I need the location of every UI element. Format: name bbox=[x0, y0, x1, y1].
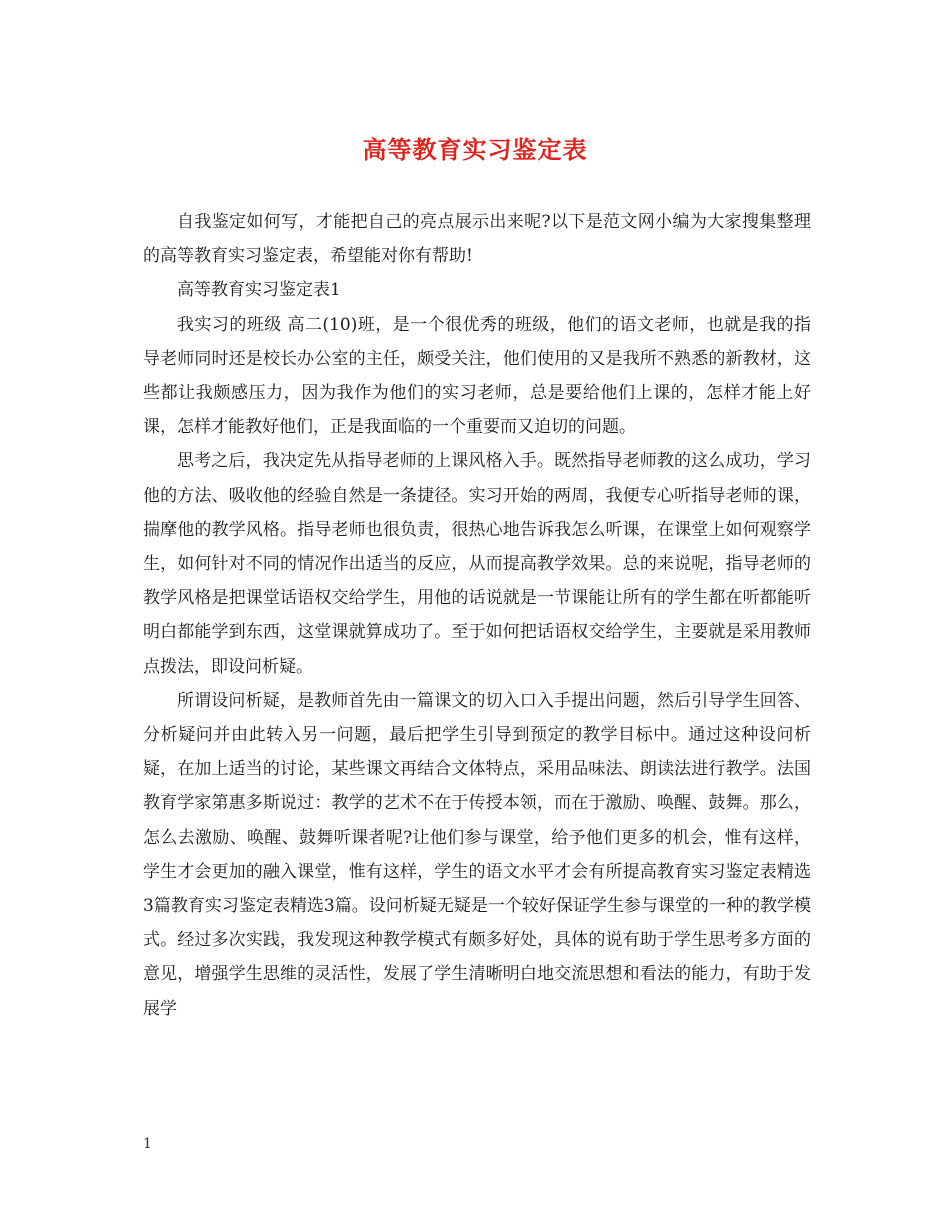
paragraph-section-heading: 高等教育实习鉴定表1 bbox=[177, 280, 341, 301]
document-title: 高等教育实习鉴定表 bbox=[362, 135, 588, 164]
paragraph-class-description: 我实习的班级 高二(10)班，是一个很优秀的班级，他们的语文老师，也就是我的指导老师同时还是校长办公室的主任，颇受关注，他们使用的又是我所不熟悉的新教材，这些都让我颇感压力，因为我作为他们的实习老师，总是要给他们上课的，怎样才能上好课，怎样才能教好他们，正是我面临的一个重要而又迫切的问题。 bbox=[143, 314, 811, 438]
page-number: 1 bbox=[143, 1136, 152, 1152]
paragraph-questioning-method: 所谓设问析疑，是教师首先由一篇课文的切入口入手提出问题，然后引导学生回答、分析疑问并由此转入另一问题，最后把学生引导到预定的教学目标中。通过这种设问析疑，在加上适当的讨论，某些课文再结合文体特点，采用品味法、朗读法进行教学。法国教育学家第惠多斯说过：教学的艺术不在于传授本领，而在于激励、唤醒、鼓舞。那么，怎么去激励、唤醒、鼓舞听课者呢?让他们参与课堂，给予他们更多的机会，惟有这样，学生才会更加的融入课堂，惟有这样，学生的语文水平才会有所提高教育实习鉴定表精选3篇教育实习鉴定表精选3篇。设问析疑无疑是一个较好保证学生参与课堂的一种的教学模式。经过多次实践，我发现这种教学模式有颇多好处，具体的说有助于学生思考多方面的意见，增强学生思维的灵活性，发展了学生清晰明白地交流思想和看法的能力，有助于发展学 bbox=[143, 690, 811, 1019]
document-body bbox=[143, 205, 811, 1026]
paragraph-intro: 自我鉴定如何写，才能把自己的亮点展示出来呢?以下是范文网小编为大家搜集整理的高等教育实习鉴定表，希望能对你有帮助! bbox=[143, 212, 811, 267]
paragraph-teaching-style: 思考之后，我决定先从指导老师的上课风格入手。既然指导老师教的这么成功，学习他的方法、吸收他的经验自然是一条捷径。实习开始的两周，我便专心听指导老师的课，揣摩他的教学风格。指导老师也很负责，很热心地告诉我怎么听课，在课堂上如何观察学生，如何针对不同的情况作出适当的反应，从而提高教学效果。总的来说呢，指导老师的教学风格是把课堂话语权交给学生，用他的话说就是一节课能让所有的学生都在听都能听明白都能学到东西，这堂课就算成功了。至于如何把话语权交给学生，主要就是采用教师点拨法，即设问析疑。 bbox=[143, 451, 811, 677]
